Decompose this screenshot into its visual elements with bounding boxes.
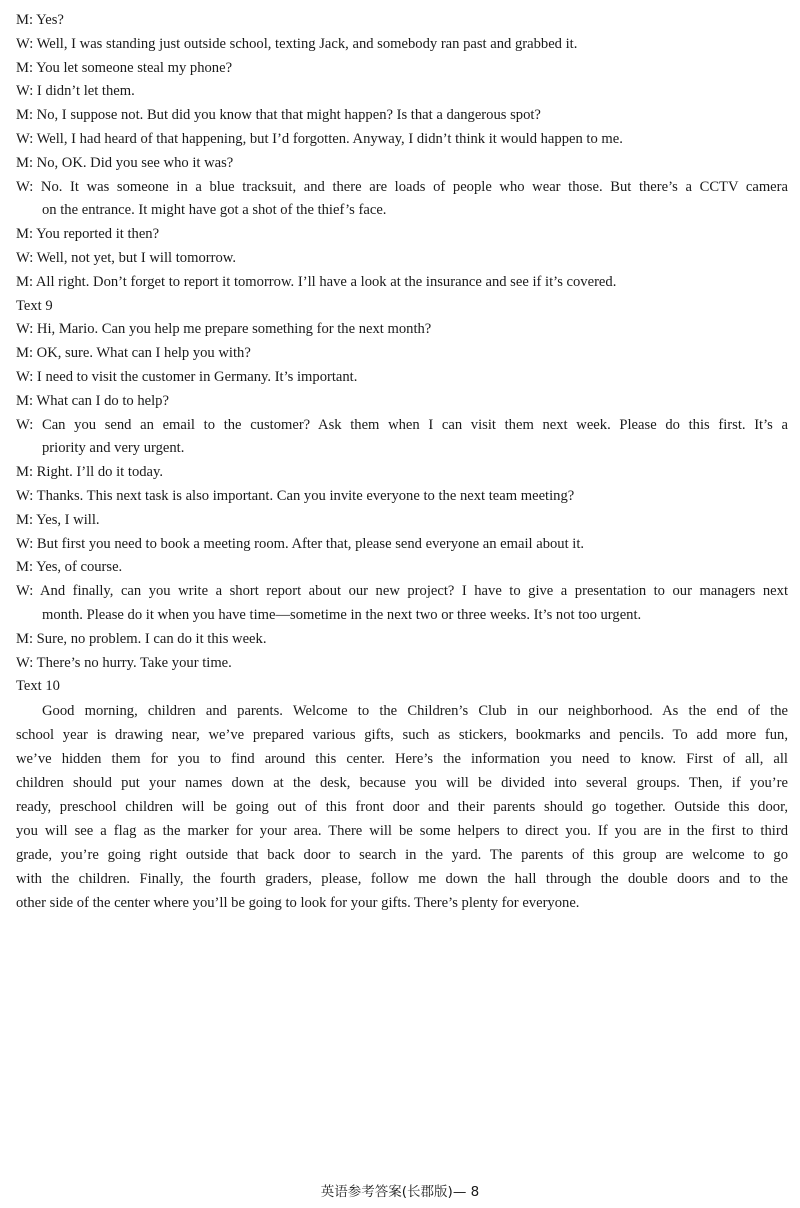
paragraph-line: children should put your names down at the desk, because you will be divided into several groups. Then, if you’re xyxy=(16,775,788,792)
dialogue-section xyxy=(16,9,788,295)
paragraph-line: with the children. Finally, the fourth graders, please, follow me down the hall through the double doors and to the xyxy=(16,871,788,888)
dialogue-line: M: No, OK. Did you see who it was? xyxy=(16,154,234,171)
paragraph-line: school year is drawing near, we’ve prepared various gifts, such as stickers, bookmarks and pencils. To add more fun, xyxy=(16,727,788,744)
dialogue-line-continued: priority and very urgent. xyxy=(42,440,185,457)
dialogue-line: W: Can you send an email to the customer? Ask them when I can visit them next week. Please do this first. It’s a xyxy=(16,416,788,433)
paragraph-line: other side of the center where you’ll be going to look for your gifts. There’s plenty for everyone. xyxy=(16,895,580,912)
dialogue-line: W: And finally, can you write a short report about our new project? I have to give a presentation to our managers next xyxy=(16,583,788,600)
section-heading-text9: Text 9 xyxy=(16,297,53,314)
dialogue-line: M: Yes, I will. xyxy=(16,511,100,528)
dialogue-line: M: Sure, no problem. I can do it this week. xyxy=(16,630,267,647)
dialogue-line: W: There’s no hurry. Take your time. xyxy=(16,654,232,671)
dialogue-line-continued: month. Please do it when you have time—sometime in the next two or three weeks. It’s not too urgent. xyxy=(42,606,642,623)
dialogue-line: W: Hi, Mario. Can you help me prepare something for the next month? xyxy=(16,321,432,338)
dialogue-line: M: Yes? xyxy=(16,12,64,28)
dialogue-line: W: Well, I was standing just outside school, texting Jack, and somebody ran past and grabbed it. xyxy=(16,35,578,52)
dialogue-section-text9 xyxy=(16,318,788,675)
page xyxy=(16,9,788,915)
dialogue-line: M: OK, sure. What can I help you with? xyxy=(16,345,251,362)
dialogue-line-continued: on the entrance. It might have got a shot of the thief’s face. xyxy=(42,202,387,219)
monologue-paragraph xyxy=(16,699,788,915)
dialogue-line: M: You let someone steal my phone? xyxy=(16,59,233,76)
dialogue-line: M: Right. I’ll do it today. xyxy=(16,464,164,481)
paragraph-line: ready, preschool children will be going out of this front door and their parents should go together. Outside this door, xyxy=(16,799,788,816)
dialogue-line: W: Well, not yet, but I will tomorrow. xyxy=(16,249,236,266)
dialogue-line: M: No, I suppose not. But did you know that that might happen? Is that a dangerous spot? xyxy=(16,107,541,124)
dialogue-line: W: I didn’t let them. xyxy=(16,83,135,100)
dialogue-line: M: You reported it then? xyxy=(16,226,160,243)
dialogue-line: W: No. It was someone in a blue tracksuit, and there are loads of people who wear those. But there’s a CCTV camera xyxy=(16,178,788,195)
dialogue-line: W: I need to visit the customer in Germany. It’s important. xyxy=(16,368,358,385)
paragraph-line: you will see a flag as the marker for your area. There will be some helpers to direct you. If you are in the first to third xyxy=(16,823,788,840)
dialogue-line: W: Thanks. This next task is also important. Can you invite everyone to the next team meeting? xyxy=(16,487,575,504)
page-footer: 英语参考答案(长郡版)— 8 xyxy=(320,1184,480,1200)
paragraph-line: grade, you’re going right outside that back door to search in the yard. The parents of this group are welcome to go xyxy=(16,847,788,864)
dialogue-line: M: All right. Don’t forget to report it tomorrow. I’ll have a look at the insurance and see if it’s covered. xyxy=(16,273,617,290)
paragraph-line: Good morning, children and parents. Welcome to the Children’s Club in our neighborhood. As the end of the xyxy=(42,703,788,720)
dialogue-line: W: But first you need to book a meeting room. After that, please send everyone an email about it. xyxy=(16,535,585,552)
dialogue-line: M: Yes, of course. xyxy=(16,559,123,576)
section-heading-text10: Text 10 xyxy=(16,678,60,695)
dialogue-line: M: What can I do to help? xyxy=(16,392,169,409)
paragraph-line: we’ve hidden them for you to find around this center. Here’s the information you need to know. First of all, all xyxy=(16,751,788,768)
dialogue-line: W: Well, I had heard of that happening, but I’d forgotten. Anyway, I didn’t think it would happen to me. xyxy=(16,130,623,147)
